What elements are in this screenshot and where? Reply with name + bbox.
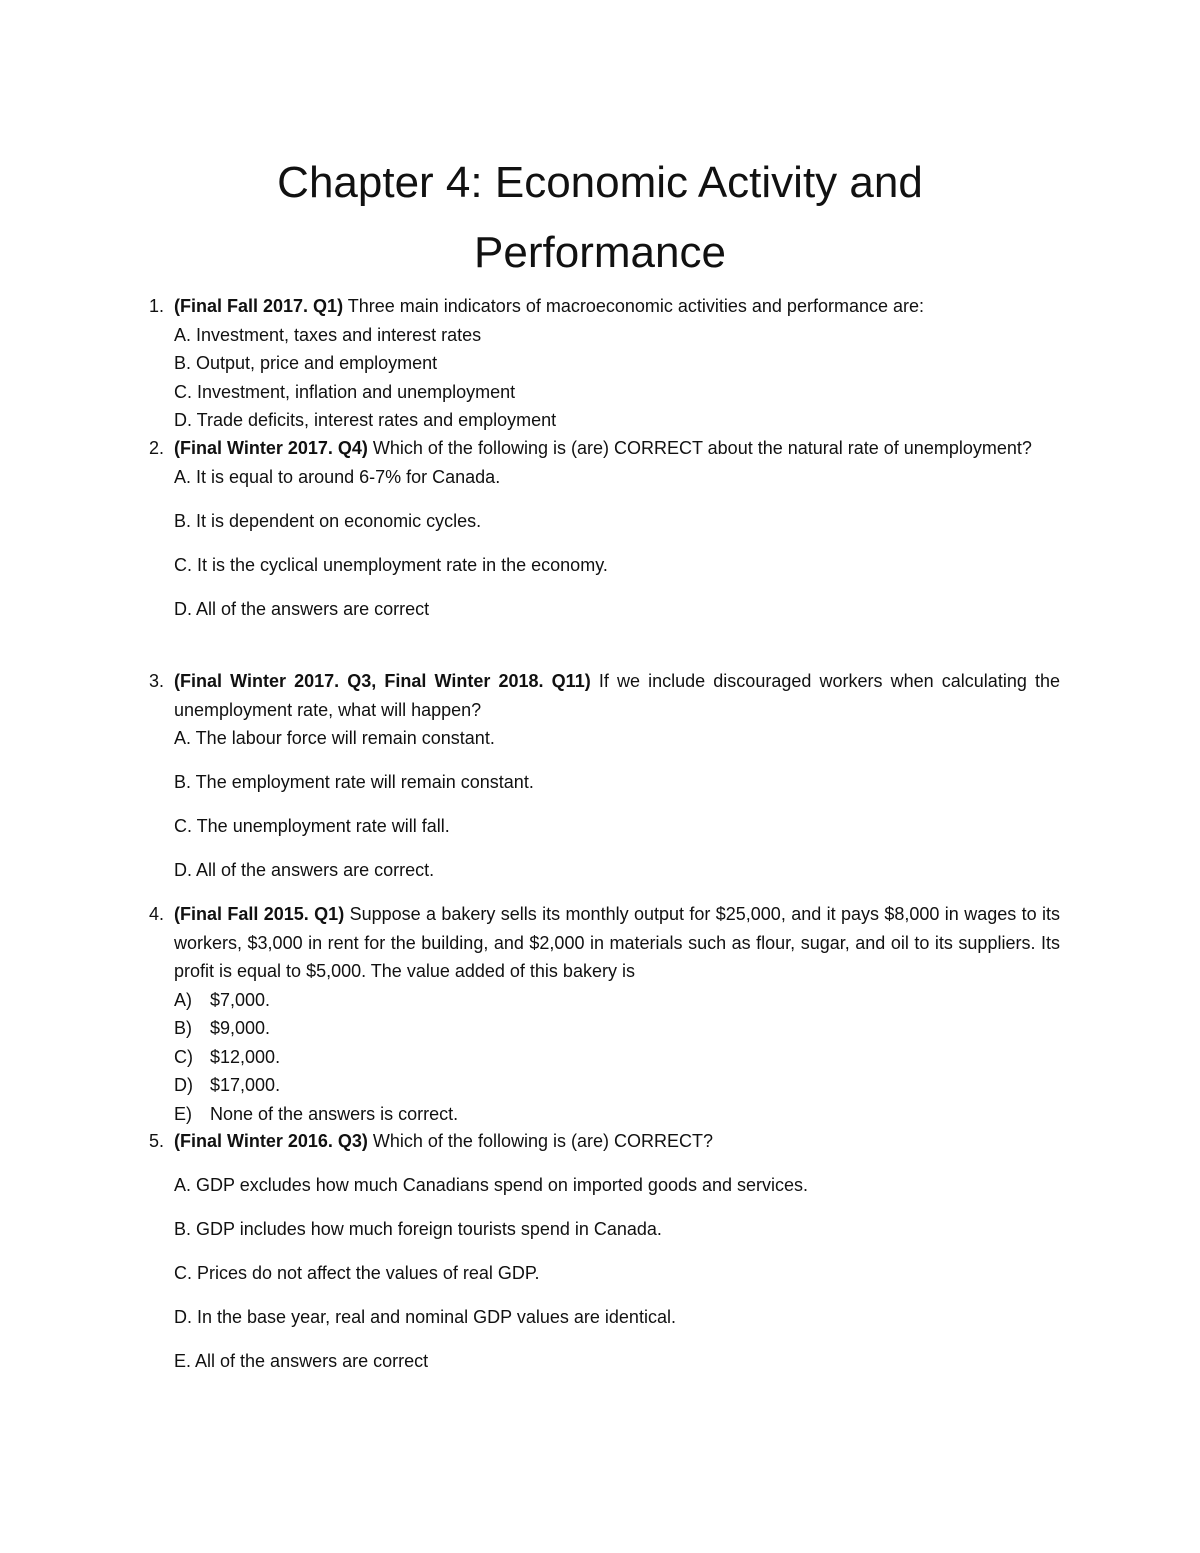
answer-option-a: A. It is equal to around 6-7% for Canada. xyxy=(174,466,501,487)
page-title-line-2: Performance xyxy=(474,228,726,277)
question-source: (Final Winter 2017. Q3, Final Winter 2018. Q11) xyxy=(174,671,591,691)
question-number: 3. xyxy=(149,671,165,691)
answer-option-d: D. All of the answers are correct xyxy=(174,598,430,619)
question-5 xyxy=(149,1127,1060,1376)
question-text: Which of the following is (are) CORRECT? xyxy=(367,1131,713,1151)
answer-option-d: D. Trade deficits, interest rates and employment xyxy=(174,410,557,430)
question-stem xyxy=(174,292,1060,321)
option-text: $9,000. xyxy=(210,1018,271,1038)
answer-option-e xyxy=(174,1100,1060,1129)
question-text: If we include discouraged workers when calculating the unemployment rate, what will happen? xyxy=(174,671,1060,720)
option-label: D) xyxy=(174,1075,193,1095)
answer-option-d xyxy=(174,1071,1060,1100)
answer-option-e: E. All of the answers are correct xyxy=(174,1351,429,1371)
page-title xyxy=(150,148,1050,288)
question-text: Suppose a bakery sells its monthly output for $25,000, and it pays $8,000 in wages to its workers, $3,000 in rent for the building, and $2,000 in materials such as flour, sugar, and oil to its suppliers. Its profit is equal to $5,000. The value added of this bakery is xyxy=(174,904,1060,981)
answer-option-d: D. All of the answers are correct. xyxy=(174,860,435,880)
answer-option-a: A. GDP excludes how much Canadians spend on imported goods and services. xyxy=(174,1175,809,1195)
question-number: 2. xyxy=(149,438,165,458)
answer-option-c: C. Investment, inflation and unemployment xyxy=(174,381,516,402)
answer-option-a: A. The labour force will remain constant. xyxy=(174,728,495,748)
question-number: 5. xyxy=(149,1131,165,1151)
answer-option-b: B. The employment rate will remain constant. xyxy=(174,772,534,792)
option-text: $17,000. xyxy=(210,1075,281,1095)
answer-option-a: A. Investment, taxes and interest rates xyxy=(174,324,482,345)
option-label: A) xyxy=(174,989,192,1010)
answer-option-b: B. GDP includes how much foreign tourists spend in Canada. xyxy=(174,1219,662,1239)
option-label: E) xyxy=(174,1103,192,1124)
question-stem xyxy=(174,1127,1060,1156)
question-2 xyxy=(149,434,1060,623)
question-3 xyxy=(149,667,1060,885)
answer-option-a xyxy=(174,986,1060,1015)
question-stem xyxy=(174,900,1060,986)
option-label: C) xyxy=(174,1046,193,1067)
question-1 xyxy=(149,292,1060,435)
question-number: 1. xyxy=(149,296,165,316)
option-label: B) xyxy=(174,1018,192,1038)
answer-option-b: B. It is dependent on economic cycles. xyxy=(174,510,482,531)
answer-option-d: D. In the base year, real and nominal GDP values are identical. xyxy=(174,1307,676,1327)
option-text: None of the answers is correct. xyxy=(210,1103,459,1124)
answer-option-b xyxy=(174,1014,1060,1043)
answer-option-c xyxy=(174,1043,1060,1072)
option-text: $7,000. xyxy=(210,989,271,1010)
question-source: (Final Winter 2016. Q3) xyxy=(174,1131,368,1151)
answer-option-b: B. Output, price and employment xyxy=(174,353,438,373)
question-stem xyxy=(174,667,1060,724)
option-text: $12,000. xyxy=(210,1046,281,1067)
page-title-line-1: Chapter 4: Economic Activity and xyxy=(277,158,923,207)
question-stem xyxy=(174,434,1060,463)
question-source: (Final Fall 2015. Q1) xyxy=(174,904,345,924)
question-text: Three main indicators of macroeconomic activities and performance are: xyxy=(343,296,924,316)
question-4 xyxy=(149,900,1060,1128)
question-text: Which of the following is (are) CORRECT about the natural rate of unemployment? xyxy=(367,438,1032,458)
question-source: (Final Fall 2017. Q1) xyxy=(174,296,344,316)
answer-option-c: C. It is the cyclical unemployment rate in the economy. xyxy=(174,554,608,575)
answer-option-c: C. Prices do not affect the values of real GDP. xyxy=(174,1263,540,1283)
answer-option-c: C. The unemployment rate will fall. xyxy=(174,816,450,836)
question-source: (Final Winter 2017. Q4) xyxy=(174,438,368,458)
question-number: 4. xyxy=(149,904,165,924)
